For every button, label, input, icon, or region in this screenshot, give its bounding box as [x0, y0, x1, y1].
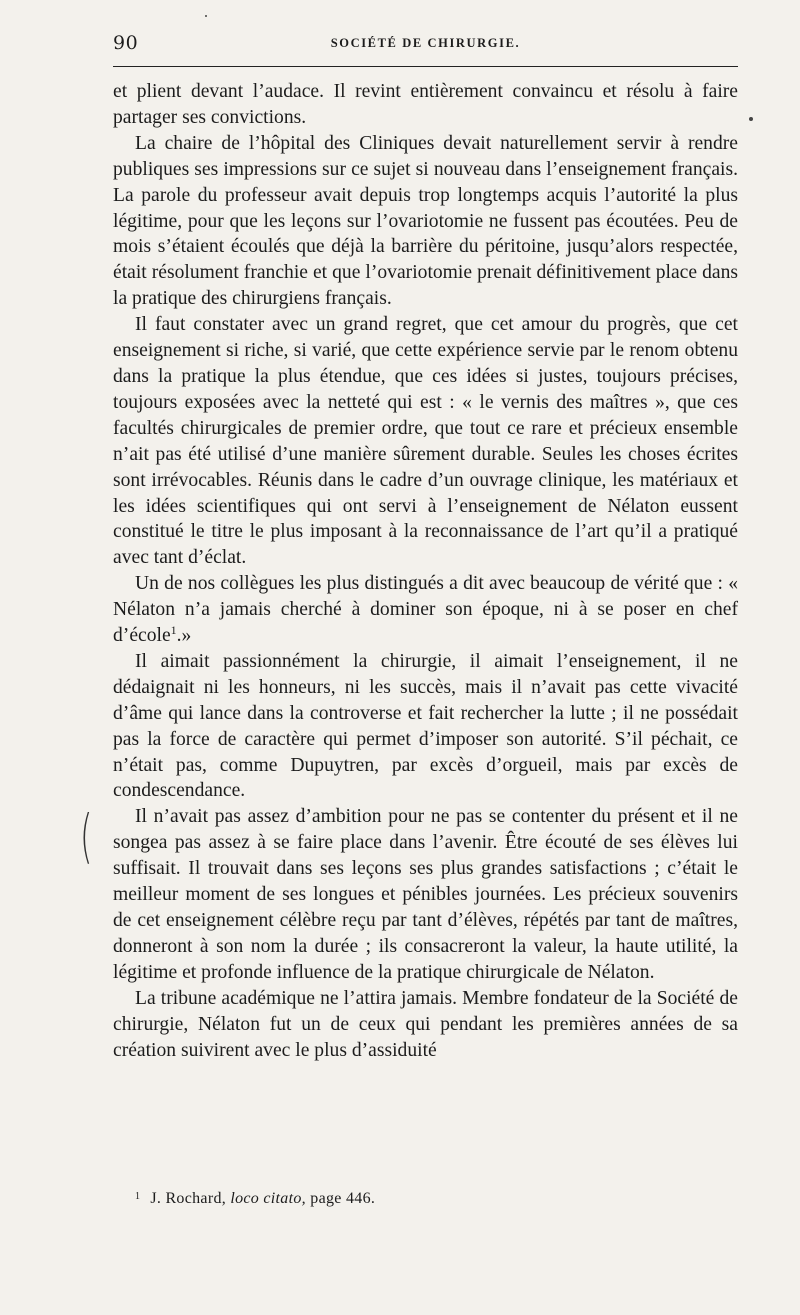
- footnote-rest: page 446.: [310, 1190, 376, 1207]
- paragraph: La tribune académique ne l’attira jamais. Membre fondateur de la Société de chirurgie, Nélaton fut un de ceux qui pendant les premières années de sa création suivirent avec le plus d’assiduité: [113, 987, 738, 1061]
- margin-bracket: (: [80, 802, 93, 870]
- body-text: [113, 79, 738, 1063]
- footnote-reference: 1: [170, 623, 177, 638]
- paragraph: Il aimait passionnément la chirurgie, il aimait l’enseignement, il ne dédaignait ni les honneurs, ni les succès, mais il n’avait pas cette vivacité d’âme qui lance dans la controverse et fait rechercher la lutte ; il ne possédait pas la force de caractère qui permet d’imposer son autorité. S’il péchait, ce n’était pas, comme Dupuytren, par excès d’orgueil, mais par excès de condescendance.: [113, 650, 738, 802]
- paragraph: La chaire de l’hôpital des Cliniques devait naturellement servir à rendre publiques ses impressions sur ce sujet si nouveau dans l’enseignement français. La parole du professeur avait depuis trop longtemps acquis l’autorité la plus légitime, pour que les leçons sur l’ovariotomie ne fussent pas écoutées. Peu de mois s’étaient écoulés que déjà la barrière du péritoine, jusqu’alors respectée, était résolument franchie et que l’ovariotomie prenait définitivement place dans la pratique des chirurgiens français.: [113, 132, 738, 310]
- paragraph: [113, 571, 738, 649]
- footnote: [135, 1190, 695, 1208]
- footnote-author: J. Rochard,: [150, 1190, 227, 1207]
- footnote-italic: loco citato,: [230, 1190, 306, 1207]
- paragraph: Il n’avait pas assez d’ambition pour ne pas se contenter du présent et il ne songea pas assez à se faire place dans l’avenir. Être écouté de ses élèves lui suffisait. Il trouvait dans ses leçons ses plus grandes satisfactions ; c’était le meilleur moment de ses longues et pénibles journées. Les précieux souvenirs de cet enseignement célèbre reçu par tant d’élèves, répétés par tant de maîtres, donneront à son nom la durée ; ils consacreront la valeur, la haute utilité, la légitime et profonde influence de la pratique chirurgicale de Nélaton.: [113, 806, 738, 983]
- paragraph: et plient devant l’audace. Il revint entièrement convaincu et résolu à faire partager ses convictions.: [113, 81, 738, 128]
- footnote-number: 1: [135, 1191, 141, 1202]
- header-rule: [113, 66, 738, 67]
- print-speck: [749, 117, 753, 121]
- paragraph: Il faut constater avec un grand regret, que cet amour du progrès, que cet enseignement si riche, si varié, que cette expérience servie par le renom obtenu dans la pratique la plus étendue, que ces idées si justes, toujours précises, toujours exposées avec la netteté qui est : « le vernis des maîtres », que ces facultés chirurgicales de premier ordre, que tout ce rare et précieux ensemble n’ait pas été utilisé d’une manière sûrement durable. Seules les choses écrites sont irrévocables. Réunis dans le cadre d’un ouvrage clinique, les matériaux et les idées scientifiques qui ont servi à l’enseignement de Nélaton eussent constitué le titre le plus imposant à la reconnaissance de l’art qu’il a pratiqué avec tant d’éclat.: [113, 314, 738, 569]
- paragraph-text: Un de nos collègues les plus distingués a dit avec beaucoup de vérité que : « Nélaton n’a jamais cherché à dominer son époque, ni à se poser en chef d’école: [113, 573, 738, 647]
- running-head: SOCIÉTÉ DE CHIRURGIE.: [330, 36, 521, 50]
- paragraph-text-after: .»: [176, 625, 192, 647]
- page-header: [113, 30, 738, 58]
- page-number: 90: [113, 32, 139, 54]
- print-speck: [205, 15, 207, 17]
